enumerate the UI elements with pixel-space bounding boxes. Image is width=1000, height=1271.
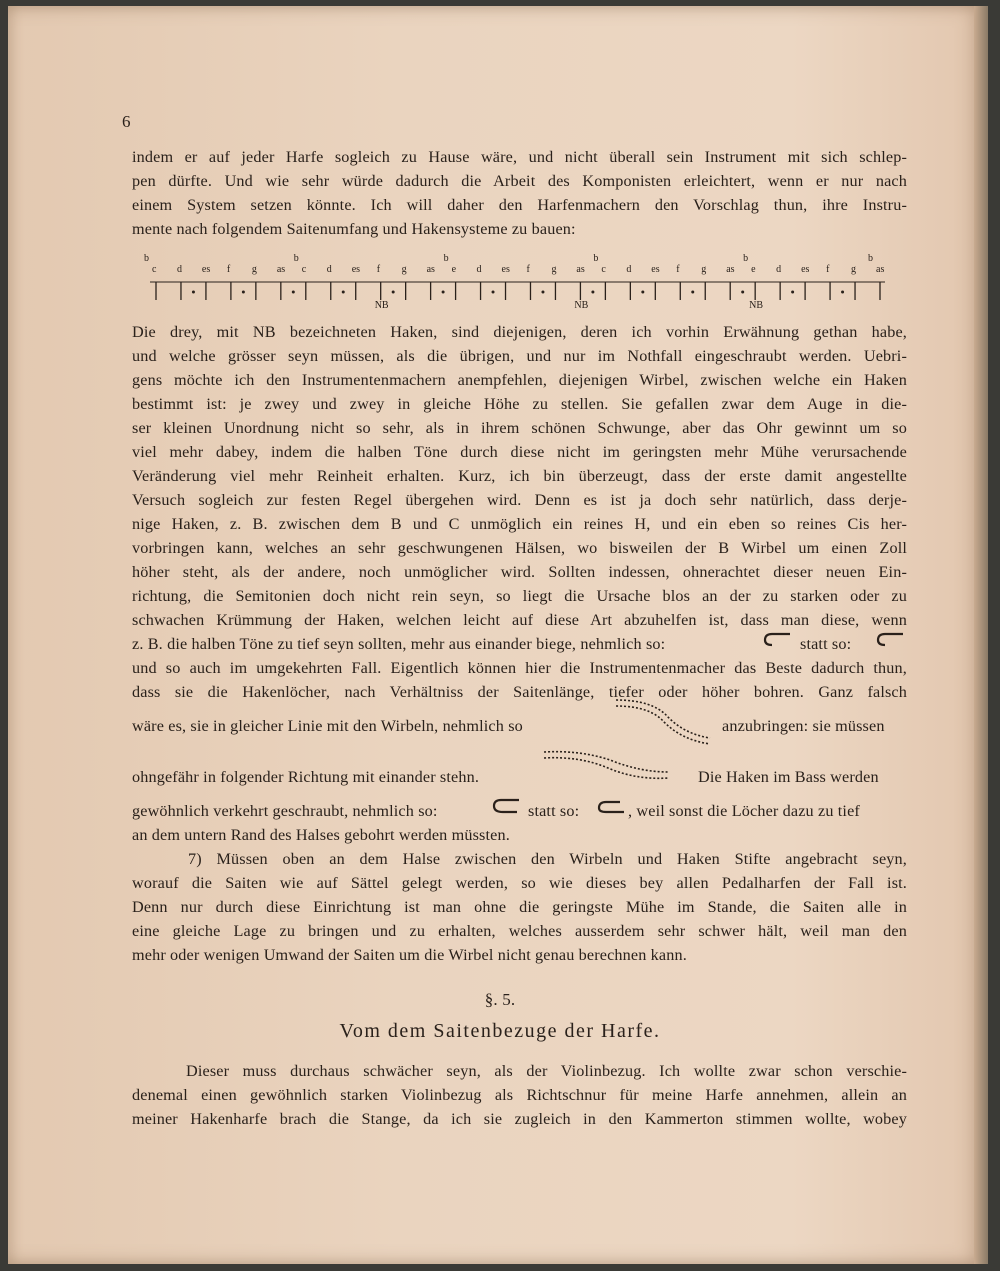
text-line: höher steht, als der andere, noch unmöglicher wird. Sollten indessen, ohnerachtet dieser neuen Ein- <box>132 563 907 581</box>
text-line: gens möchte ich den Instrumentenmachern anempfehlen, diejenigen Wirbel, zwischen welche ein Haken <box>132 371 907 389</box>
note-label: e <box>751 264 756 275</box>
hook-dot <box>541 291 544 294</box>
flat-mark: b <box>868 253 873 264</box>
note-label: e <box>451 264 457 275</box>
hook-dot <box>192 291 195 294</box>
text-line: eine gleiche Lage zu bringen und zu erhalten, welches ausserdem sehr schwer hält, weil man den <box>132 922 907 940</box>
note-label: d <box>626 264 632 275</box>
note-label: c <box>301 264 307 275</box>
note-label: f <box>226 264 231 275</box>
note-label: f <box>526 264 530 275</box>
hook-dot <box>492 291 495 294</box>
page-spine-shadow <box>974 6 988 1264</box>
page-number: 6 <box>122 112 131 131</box>
hook-bent-icon <box>762 630 792 648</box>
note-label: d <box>326 264 332 275</box>
note-label: g <box>701 264 707 275</box>
hook-dot <box>641 291 644 294</box>
note-label: as <box>276 264 286 275</box>
section-number: §. 5. <box>484 990 516 1009</box>
text-line: pen dürfte. Und wie sehr würde dadurch die Arbeit des Komponisten erleichtert, wenn er nur nach <box>132 172 907 190</box>
straight-peg-line-diagram <box>612 694 712 746</box>
flat-mark: b <box>593 253 599 264</box>
text-line: einem System setzen könnte. Ich will daher den Harfenmachern den Vorschlag thun, ihre Instru- <box>132 196 907 214</box>
note-label: c <box>601 264 606 275</box>
hook-dot <box>591 291 594 294</box>
hook-dot <box>242 291 245 294</box>
note-label: g <box>551 264 557 275</box>
note-label: f <box>826 264 830 275</box>
text-line: anzubringen: sie müssen <box>722 717 885 735</box>
text-line: statt so: <box>528 802 580 820</box>
note-label: g <box>401 264 407 275</box>
nb-label: NB <box>574 300 589 311</box>
text-line: bestimmt ist: je zwey und zwey in gleiche Höhe zu stellen. Sie gefallen zwar dem Auge in die- <box>132 395 907 413</box>
note-label: d <box>776 264 782 275</box>
note-label: es <box>351 264 361 275</box>
note-label: g <box>851 264 857 275</box>
hook-dot <box>342 291 345 294</box>
hook-dot <box>741 291 744 294</box>
hook-dot <box>691 291 694 294</box>
flat-mark: b <box>144 253 149 264</box>
flat-mark: b <box>743 253 749 264</box>
hook-dot <box>292 291 295 294</box>
text-line: und so auch im umgekehrten Fall. Eigentlich können hier die Instrumentenmacher das Beste dadurch thun, <box>132 659 907 677</box>
text-line: und welche grösser seyn müssen, als die übrigen, und nur im Nothfall eingeschraubt werden. Uebri- <box>132 347 907 365</box>
text-line: Versuch sogleich zur festen Regel übergehen wird. Denn es ist ja doch sehr natürlich, dass derje- <box>132 491 907 509</box>
note-label: as <box>576 264 585 275</box>
hook-dot <box>442 291 445 294</box>
text-line: Die Haken im Bass werden <box>698 768 879 786</box>
text-line: an dem untern Rand des Halses gebohrt werden müssten. <box>132 826 510 844</box>
text-line: mente nach folgendem Saitenumfang und Hakensysteme zu bauen: <box>132 220 576 238</box>
text-line: indem er auf jeder Harfe sogleich zu Hause wäre, und nicht überall sein Instrument mit sich schlep- <box>132 148 907 166</box>
section-heading: Vom dem Saitenbezuge der Harfe. <box>339 1020 661 1042</box>
text-line: viel mehr dabey, indem die halben Töne durch diese nicht im geringsten mehr Mühe verursachende <box>132 443 907 461</box>
text-line: 7) Müssen oben an dem Halse zwischen den Wirbeln und Haken Stifte angebracht seyn, <box>188 850 907 868</box>
note-label: f <box>376 264 381 275</box>
text-line: denemal einen gewöhnlich starken Violinbezug als Richtschnur für meine Harfe annehmen, allein an <box>132 1086 907 1104</box>
hook-system-diagram <box>150 270 890 315</box>
note-label: g <box>251 264 257 275</box>
note-label: es <box>801 264 810 275</box>
text-line: dass sie die Hakenlöcher, nach Verhältniss der Saitenlänge, tiefer oder höher bohren. Ganz falsch <box>132 683 907 701</box>
text-line: mehr oder wenigen Umwand der Saiten um die Wirbel nicht genau berechnen kann. <box>132 946 687 964</box>
nb-label: NB <box>374 300 389 311</box>
note-label: as <box>426 264 435 275</box>
text-line: Denn nur durch diese Einrichtung ist man ohne die geringste Mühe im Stande, die Saiten alle in <box>132 898 907 916</box>
text-line: richtung, die Semitonien doch nicht rein seyn, so liegt die Ursache blos an der zu starken oder zu <box>132 587 907 605</box>
text-line: worauf die Saiten wie auf Sättel gelegt werden, so wie dieses bey allen Pedalharfen der Fall ist. <box>132 874 907 892</box>
note-label: es <box>651 264 660 275</box>
text-line: statt so: <box>800 635 852 653</box>
note-label: as <box>876 264 885 275</box>
slanted-peg-line-diagram <box>540 746 670 782</box>
text-line: , weil sonst die Löcher dazu zu tief <box>628 802 860 820</box>
text-line: wäre es, sie in gleicher Linie mit den Wirbeln, nehmlich so <box>132 717 523 735</box>
text-line: ser kleinen Unordnung nicht so sehr, als in ihrem schönen Schwunge, aber das Ohr gewinnt um so <box>132 419 907 437</box>
note-label: d <box>176 264 182 275</box>
nb-label: NB <box>749 300 764 311</box>
text-line: schwachen Krümmung der Haken, welchen leicht auf diese Art abzuhelfen ist, dass man diese, wenn <box>132 611 907 629</box>
note-label: es <box>501 264 510 275</box>
text-line: Veränderung viel mehr Reinheit erhalten. Kurz, ich bin überzeugt, dass der erste damit angestellte <box>132 467 907 485</box>
text-line: gewöhnlich verkehrt geschraubt, nehmlich so: <box>132 802 438 820</box>
text-line: Dieser muss durchaus schwächer seyn, als der Violinbezug. Ich wollte zwar schon verschie- <box>186 1062 907 1080</box>
note-label: d <box>476 264 482 275</box>
string-ticks <box>156 282 890 300</box>
flat-mark: b <box>293 253 299 264</box>
text-line: Die drey, mit NB bezeichneten Haken, sind diejenigen, deren ich vorhin Erwähnung gethan habe, <box>132 323 907 341</box>
hook-straight-icon <box>875 630 905 648</box>
hook-dot <box>841 291 844 294</box>
flat-mark: b <box>443 253 449 264</box>
note-label: es <box>201 264 211 275</box>
hook-dot <box>392 291 395 294</box>
note-label: as <box>726 264 735 275</box>
bass-hook-icon <box>491 797 521 815</box>
note-label: f <box>676 264 680 275</box>
text-line: nige Haken, z. B. zwischen dem B und C unmöglich ein reines H, und ein eben so reines Cis her- <box>132 515 907 533</box>
bass-hook-reversed-icon <box>596 797 626 815</box>
note-label: c <box>152 264 157 275</box>
text-line: ohngefähr in folgender Richtung mit einander stehn. <box>132 768 480 786</box>
text-line: vorbringen kann, welches an sehr geschwungenen Hälsen, wo bisweilen der B Wirbel um einen Zoll <box>132 539 907 557</box>
text-line: z. B. die halben Töne zu tief seyn sollten, mehr aus einander biege, nehmlich so: <box>132 635 666 653</box>
text-line: meiner Hakenharfe brach die Stange, da ich sie zugleich in den Kammerton stimmen wollte, wobey <box>132 1110 907 1128</box>
hook-dot <box>791 291 794 294</box>
